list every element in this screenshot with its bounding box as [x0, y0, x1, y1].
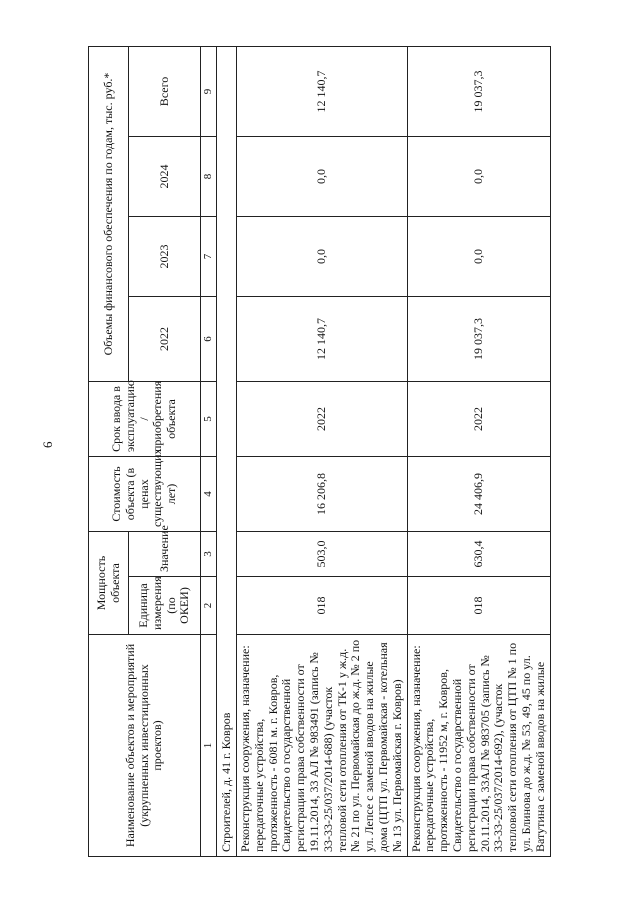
row-unit: 018 [237, 577, 408, 635]
section-title: Строителей, д. 41 г. Ковров [217, 46, 237, 856]
investment-table [88, 46, 551, 857]
row-cost: 16 206,8 [237, 456, 408, 531]
row-term: 2022 [237, 381, 408, 456]
row-cost: 24 406,9 [407, 456, 550, 531]
col-number: 3 [201, 531, 217, 576]
row-total: 19 037,3 [407, 46, 550, 136]
row-term: 2022 [407, 381, 550, 456]
row-value: 503,0 [237, 531, 408, 576]
header-2023: 2023 [129, 216, 201, 296]
header-term: Срок ввода в эксплуатацию / приобретения объекта [89, 381, 201, 456]
header-total: Всего [129, 46, 201, 136]
table-row [237, 46, 408, 856]
row-2022: 19 037,3 [407, 296, 550, 381]
row-name: Реконструкция сооружения, назначение: передаточные устройства, протяженность - 6081 м. г. Ковров, Свидетельство о государственной регистрации права собственности от 19.11.2014, 33 АЛ № 983491 (запись № 33-33-25/037/2014-688) (участок тепловой сети отопления от ТК-1 у ж.д. № 21 по ул. Первомайская до ж.д. № 2 по ул. Лепсе с заменой вводов на жилые дома (ЦТП ул. Первомайская - котельная № 13 ул. Первомайская г. Ковров) [237, 635, 408, 857]
header-cost: Стоимость объекта (в ценах существующих лет) [89, 456, 201, 531]
row-total: 12 140,7 [237, 46, 408, 136]
col-number: 9 [201, 46, 217, 136]
row-name: Реконструкция сооружения, назначение: передаточные устройства, протяженность - 11952 м, г. Ковров, Свидетельство о государственной регистрации права собственности от 20.11.2014, 33АЛ № 983705 (запись № 33-33-25/037/2014-692), (участок тепловой сети отопления от ЦТП № 1 по ул. Блинова до ж.д. № 53, 49, 45 по ул. Ватутина с заменой вводов на жилые [407, 635, 550, 857]
col-number: 4 [201, 456, 217, 531]
col-number: 1 [201, 635, 217, 857]
row-2022: 12 140,7 [237, 296, 408, 381]
row-2024: 0,0 [407, 136, 550, 216]
row-2023: 0,0 [237, 216, 408, 296]
header-finance: Объемы финансового обеспечения по годам, тыс. руб.* [89, 46, 129, 381]
header-power: Мощность объекта [89, 531, 129, 634]
row-2024: 0,0 [237, 136, 408, 216]
row-2023: 0,0 [407, 216, 550, 296]
header-value: Значение [129, 531, 201, 576]
col-number: 8 [201, 136, 217, 216]
table-row [407, 46, 550, 856]
row-value: 630,4 [407, 531, 550, 576]
header-2022: 2022 [129, 296, 201, 381]
col-number: 5 [201, 381, 217, 456]
header-2024: 2024 [129, 136, 201, 216]
header-unit: Единица измерения (по ОКЕИ) [129, 577, 201, 635]
header-name: Наименование объектов и мероприятий (укрупненных инвестиционных проектов) [89, 635, 201, 857]
col-number: 2 [201, 577, 217, 635]
investment-table-container [88, 47, 608, 857]
page-number: 6 [40, 441, 55, 448]
col-number: 6 [201, 296, 217, 381]
row-unit: 018 [407, 577, 550, 635]
col-number: 7 [201, 216, 217, 296]
